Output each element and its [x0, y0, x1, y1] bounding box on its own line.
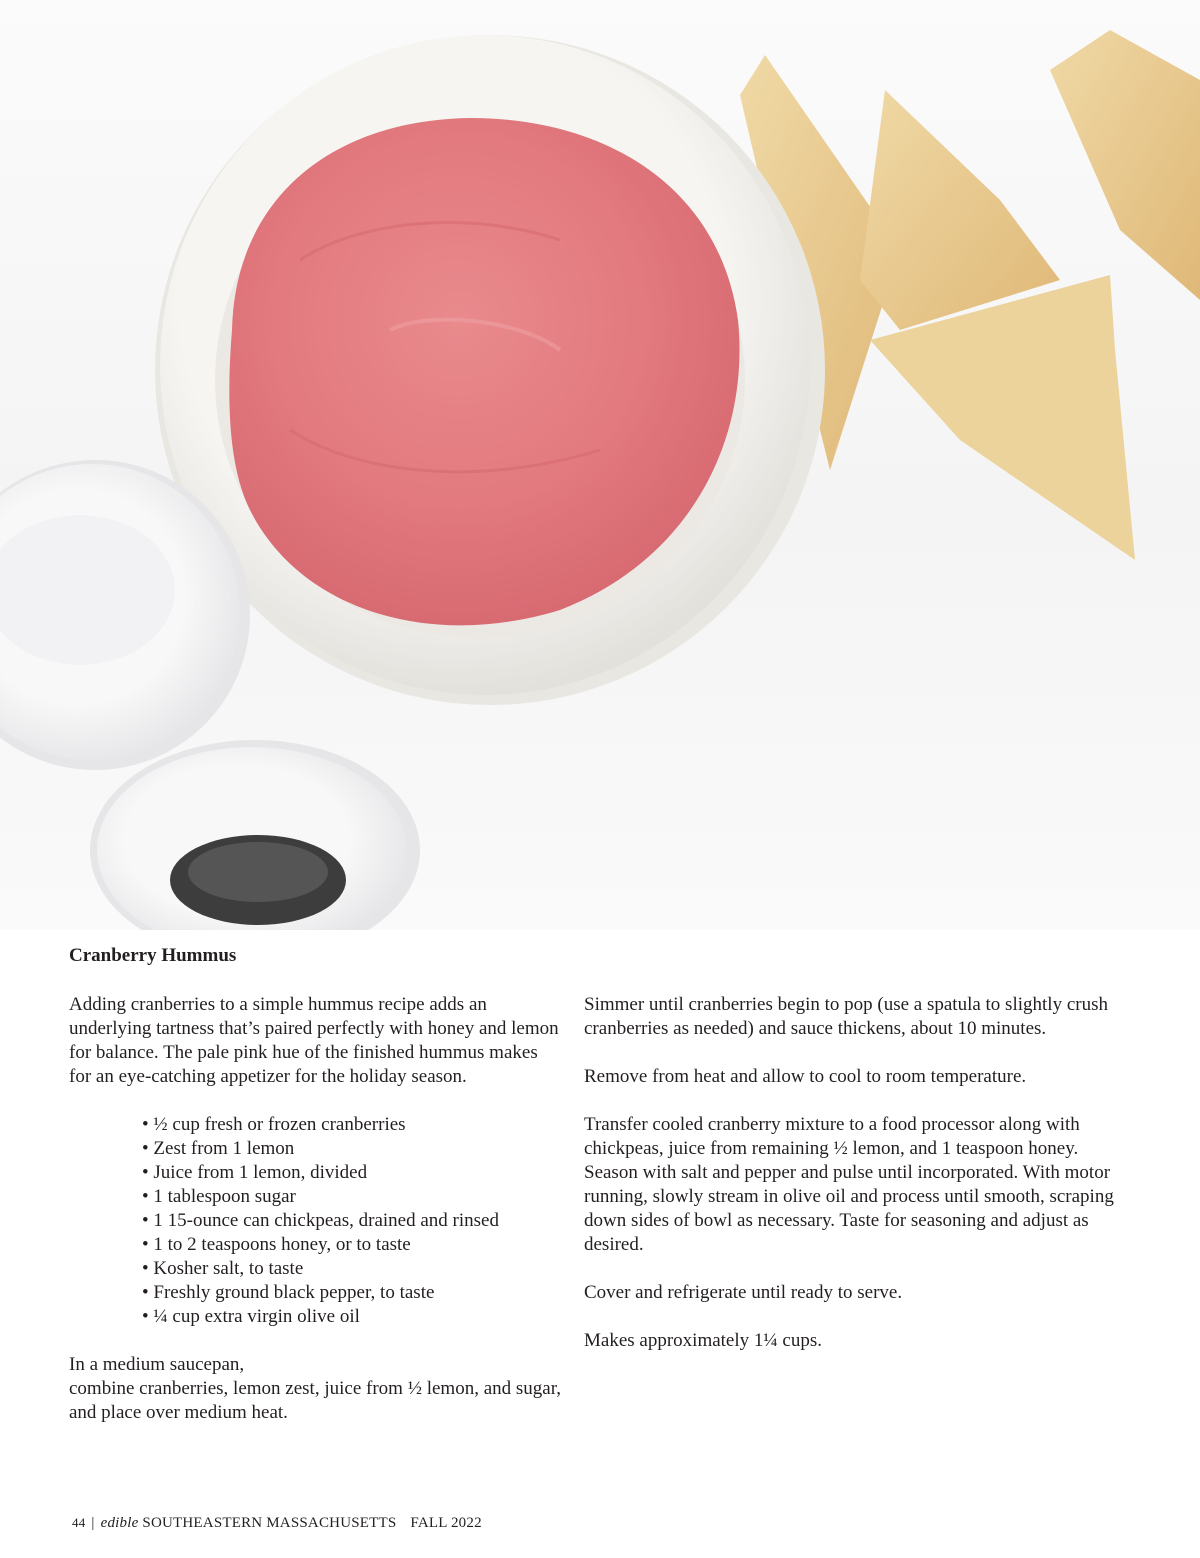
- recipe-step: Cover and refrigerate until ready to serve.: [584, 1282, 903, 1303]
- magazine-brand: edible: [100, 1515, 139, 1531]
- ingredients-list: [142, 1113, 564, 1329]
- recipe-step: [69, 1353, 564, 1425]
- magazine-issue: FALL 2022: [410, 1515, 482, 1531]
- magazine-region: SOUTHEASTERN MASSACHUSETTS: [142, 1515, 397, 1531]
- recipe-step: Simmer until cranberries begin to pop (use a spatula to slightly crush cranberries as needed) and sauce thickens, about 10 minutes.: [584, 994, 1108, 1039]
- recipe-intro: Adding cranberries to a simple hummus recipe adds an underlying tartness that’s paired perfectly with honey and lemon for balance. The pale pink hue of the finished hummus makes for an eye-catching appetizer for the holiday season.: [69, 994, 559, 1087]
- page-footer: [72, 1513, 482, 1533]
- ingredient-item: • Freshly ground black pepper, to taste: [142, 1281, 564, 1305]
- footer-separator: |: [91, 1515, 95, 1531]
- recipe-yield: Makes approximately 1¼ cups.: [584, 1330, 822, 1351]
- ingredient-item: • Zest from 1 lemon: [142, 1137, 564, 1161]
- recipe-step: Remove from heat and allow to cool to room temperature.: [584, 1066, 1027, 1087]
- hummus-bowl: [155, 35, 825, 705]
- ingredient-item: • 1 15-ounce can chickpeas, drained and rinsed: [142, 1209, 564, 1233]
- ingredient-item: • ½ cup fresh or frozen cranberries: [142, 1113, 564, 1137]
- ingredient-item: • Kosher salt, to taste: [142, 1257, 564, 1281]
- recipe-step: Transfer cooled cranberry mixture to a food processor along with chickpeas, juice from remaining ½ lemon, and 1 teaspoon honey. Season with salt and pepper and pulse until incorporated. With motor running, slowly stream in olive oil and process until smooth, scraping down sides of bowl as necessary. Taste for seasoning and adjust as desired.: [584, 1114, 1114, 1255]
- ingredient-item: • Juice from 1 lemon, divided: [142, 1161, 564, 1185]
- step-line: combine cranberries, lemon zest, juice from ½ lemon, and sugar, and place over medium heat.: [69, 1378, 562, 1423]
- right-column: [584, 993, 1114, 1353]
- ingredient-item: • ¼ cup extra virgin olive oil: [142, 1305, 564, 1329]
- left-column: [69, 993, 564, 1425]
- step-line: In a medium saucepan,: [69, 1354, 245, 1375]
- ingredient-item: • 1 tablespoon sugar: [142, 1185, 564, 1209]
- pita-chip: [1050, 30, 1200, 300]
- pita-chip: [860, 90, 1060, 330]
- recipe-title: Cranberry Hummus: [69, 945, 237, 966]
- ingredient-item: • 1 to 2 teaspoons honey, or to taste: [142, 1233, 564, 1257]
- page-number: 44: [72, 1515, 86, 1530]
- pepper-bowl: [90, 740, 420, 930]
